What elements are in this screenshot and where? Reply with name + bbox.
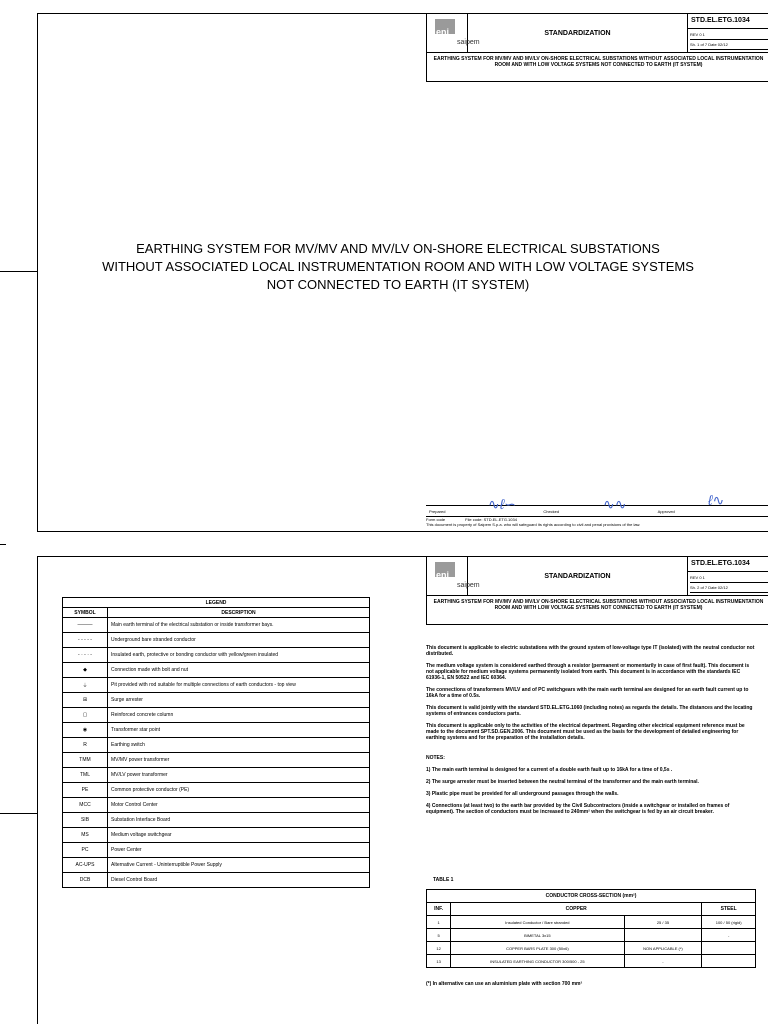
legend-symbol: ◉ <box>63 723 108 738</box>
document-code: STD.EL.ETG.1034 <box>688 557 768 572</box>
legend-description: Alternative Current - Uninterruptible Power Supply <box>108 858 370 873</box>
company-logo: eni saipem <box>427 557 468 595</box>
company-logo: eni saipem <box>427 14 468 52</box>
table-row <box>427 955 756 968</box>
legend-symbol: TML <box>63 768 108 783</box>
legend-symbol: AC-UPS <box>63 858 108 873</box>
note: 4) Connections (at least two) to the earth bar provided by the Civil Subcontractors (inside a switchgear or installed on frames of equipment). The section of conductors must be increased to 240mm² when the switchgear is fed by an air circuit breaker. <box>426 803 730 815</box>
legend-symbol: R <box>63 738 108 753</box>
symbol-header: SYMBOL <box>63 608 108 618</box>
legend-title: LEGEND <box>63 598 370 608</box>
legend-description: Common protective conductor (PE) <box>108 783 370 798</box>
sheet-row: Sh. 2 of 7 Date 02/12 <box>690 583 768 593</box>
legend-symbol: PE <box>63 783 108 798</box>
legend-row <box>63 858 370 873</box>
fold-mark <box>0 813 37 814</box>
legend-description: Substation Interface Board <box>108 813 370 828</box>
note: 2) The surge arrester must be inserted between the neutral terminal of the transformer and the main earth terminal. <box>426 779 699 785</box>
legend-symbol: ⏚ <box>63 678 108 693</box>
legend-row <box>63 648 370 663</box>
paragraph: This document is valid jointly with the standard STD.EL.ETG.1060 (including notes) as regards the details. The distances and the locating systems of entrances conductors parts. <box>426 705 753 717</box>
signature-icon: ∿∿ <box>603 496 627 512</box>
paragraph: This document is applicable to electric substations with the ground system of low-voltage type IT (isolated) with the neutral conductor not distributed. <box>426 645 755 657</box>
legend-description: Main earth terminal of the electrical substation or inside transformer bays. <box>108 618 370 633</box>
table-cell: COPPER BARS PLATE 300 (50x6) <box>451 942 624 955</box>
legend-description: Pit provided with rod suitable for multiple connections of earth conductors - top view <box>108 678 370 693</box>
legend-symbol: MS <box>63 828 108 843</box>
legend-row <box>63 873 370 888</box>
paragraph: The connections of transformers MV/LV and of PC switchgears with the main earth terminal are designed for an earth fault current up to 16kA for a time of 0.5s. <box>426 687 749 699</box>
legend-symbol: PC <box>63 843 108 858</box>
document-code: STD.EL.ETG.1034 <box>688 14 768 29</box>
table-title: CONDUCTOR CROSS-SECTION (mm²) <box>427 890 756 903</box>
table-cell: Insulated Conductor / Bare stranded <box>451 916 624 929</box>
table-row <box>427 916 756 929</box>
table-row <box>427 942 756 955</box>
legend-row <box>63 828 370 843</box>
title-block <box>426 14 768 82</box>
footer: Form code File code: STD.EL.ETG.1034 This document is property of Saipem S.p.a. who will safeguard its rights according to civil and penal provisions of the law. <box>426 517 641 527</box>
table-row <box>427 929 756 942</box>
document-page-1 <box>37 13 768 532</box>
paragraph: This document is applicable only to the activities of the electrical department. Regarding other electrical equipment reference must be made to the document SPT.SD.GEN.2006. This document must be used as the basis for the development of detailed engineering for earthing systems and for the preparation of the installation details. <box>426 723 745 741</box>
description-header: DESCRIPTION <box>108 608 370 618</box>
legend-description: Connection made with bolt and nut <box>108 663 370 678</box>
table-cell: - <box>702 929 756 942</box>
prepared-label: Prepared <box>429 508 446 514</box>
legend-symbol: MCC <box>63 798 108 813</box>
table-cell <box>624 929 702 942</box>
legend-row <box>63 843 370 858</box>
legend-row <box>63 813 370 828</box>
header-title: EARTHING SYSTEM FOR MV/MV AND MV/LV ON-SHORE ELECTRICAL SUBSTATIONS WITHOUT ASSOCIATED LOCAL INSTRUMENTATION ROOM AND WITH LOW VOLTAGE SYSTEMS NOT CONNECTED TO EARTH (IT SYSTEM) <box>433 56 764 68</box>
checked-label: Checked <box>543 508 560 514</box>
header-title: EARTHING SYSTEM FOR MV/MV AND MV/LV ON-SHORE ELECTRICAL SUBSTATIONS WITHOUT ASSOCIATED LOCAL INSTRUMENTATION ROOM AND WITH LOW VOLTAGE SYSTEMS NOT CONNECTED TO EARTH (IT SYSTEM) <box>433 599 764 611</box>
legend-description: Reinforced concrete column <box>108 708 370 723</box>
legend-symbol: ⊞ <box>63 693 108 708</box>
legend-description: Power Center <box>108 843 370 858</box>
table-cell: BIMETAL 3x15 <box>451 929 624 942</box>
document-page-2 <box>37 556 768 1024</box>
legend-row <box>63 618 370 633</box>
standardization-label: STANDARDIZATION <box>468 557 688 595</box>
approved-label: Approved <box>657 508 675 514</box>
table-label: TABLE 1 <box>433 877 454 883</box>
legend-description: Surge arrester <box>108 693 370 708</box>
revision-row: REV 0 1 <box>690 30 768 40</box>
page-separator-mark <box>0 544 6 545</box>
legend-row <box>63 633 370 648</box>
legend-symbol: ◆ <box>63 663 108 678</box>
legend-row <box>63 678 370 693</box>
table-cell: INSULATED EARTHING CONDUCTOR 300/500 - 25 <box>451 955 624 968</box>
legend-table <box>62 597 370 888</box>
table-cell: 1 <box>427 916 451 929</box>
signature-icon: ℓ∿ <box>708 492 725 508</box>
note: 3) Plastic pipe must be provided for all underground passages through the walls. <box>426 791 619 797</box>
legend-description: Underground bare stranded conductor <box>108 633 370 648</box>
table-cell <box>702 955 756 968</box>
table-cell: 25 / 35 <box>624 916 702 929</box>
legend-description: Insulated earth, protective or bonding conductor with yellow/green insulated <box>108 648 370 663</box>
legend-symbol: - · - · - <box>63 648 108 663</box>
revision-row: REV 0 1 <box>690 573 768 583</box>
sheet-row: Sh. 1 of 7 Date 02/12 <box>690 40 768 50</box>
table-cell: - <box>624 955 702 968</box>
legend-row <box>63 798 370 813</box>
conductor-table: CONDUCTOR CROSS-SECTION (mm²) INF. COPPER STEEL 1 Insulated Conductor / Bare stranded 25 / 35 100 / 50 (rigid) 5 BIMETAL 3x15 - 12 COPPER BARS PLATE 300 (50x6) NON APPLICABLE (*) 13 INSULATED EARTHING CONDUCTOR 300/500 - 25 - <box>426 889 756 968</box>
table-cell: 5 <box>427 929 451 942</box>
legend-row <box>63 663 370 678</box>
fold-mark <box>0 271 37 272</box>
legend-description: Medium voltage switchgear <box>108 828 370 843</box>
legend-row <box>63 693 370 708</box>
table-cell: NON APPLICABLE (*) <box>624 942 702 955</box>
table-cell <box>702 942 756 955</box>
legend-row <box>63 708 370 723</box>
legend-description: Motor Control Center <box>108 798 370 813</box>
legend-row <box>63 738 370 753</box>
legend-description: Earthing switch <box>108 738 370 753</box>
document-title: EARTHING SYSTEM FOR MV/MV AND MV/LV ON-SHORE ELECTRICAL SUBSTATIONS WITHOUT ASSOCIATED LOCAL INSTRUMENTATION ROOM AND WITH LOW VOLTAGE SYSTEMS NOT CONNECTED TO EARTH (IT SYSTEM) <box>102 241 694 292</box>
legend-description: MV/MV power transformer <box>108 753 370 768</box>
signature-icon: ∿ℓ∽ <box>488 496 516 512</box>
paragraph: The medium voltage system is considered earthed through a resistor (permanent or momentarily in case of first fault). This document is not applicable for medium voltage systems permanently isolated from earth. This document is in accordance with the standards IEC 61936-1, EN 50522 and IEC 60364. <box>426 663 750 681</box>
legend-row <box>63 753 370 768</box>
notes-title: NOTES: <box>426 755 445 761</box>
table-cell: 12 <box>427 942 451 955</box>
standardization-label: STANDARDIZATION <box>468 14 688 52</box>
legend-symbol: TMM <box>63 753 108 768</box>
legend-description: Transformer star point <box>108 723 370 738</box>
legend-symbol: - - - - - <box>63 633 108 648</box>
legend-row <box>63 783 370 798</box>
legend-description: MV/LV power transformer <box>108 768 370 783</box>
body-text <box>426 645 756 821</box>
table-footnote: (*) In alternative can use an aluminium plate with section 700 mm² <box>426 981 583 987</box>
title-block <box>426 557 768 625</box>
table-cell: 100 / 50 (rigid) <box>702 916 756 929</box>
legend-description: Diesel Control Board <box>108 873 370 888</box>
note: 1) The main earth terminal is designed for a current of a double earth fault up to 16kA for a time of 0,5s . <box>426 767 673 773</box>
legend-symbol: ——— <box>63 618 108 633</box>
table-cell: 13 <box>427 955 451 968</box>
legend-row <box>63 723 370 738</box>
legend-symbol: SIB <box>63 813 108 828</box>
legend-symbol: DCB <box>63 873 108 888</box>
legend-row <box>63 768 370 783</box>
legend-symbol: ▢ <box>63 708 108 723</box>
